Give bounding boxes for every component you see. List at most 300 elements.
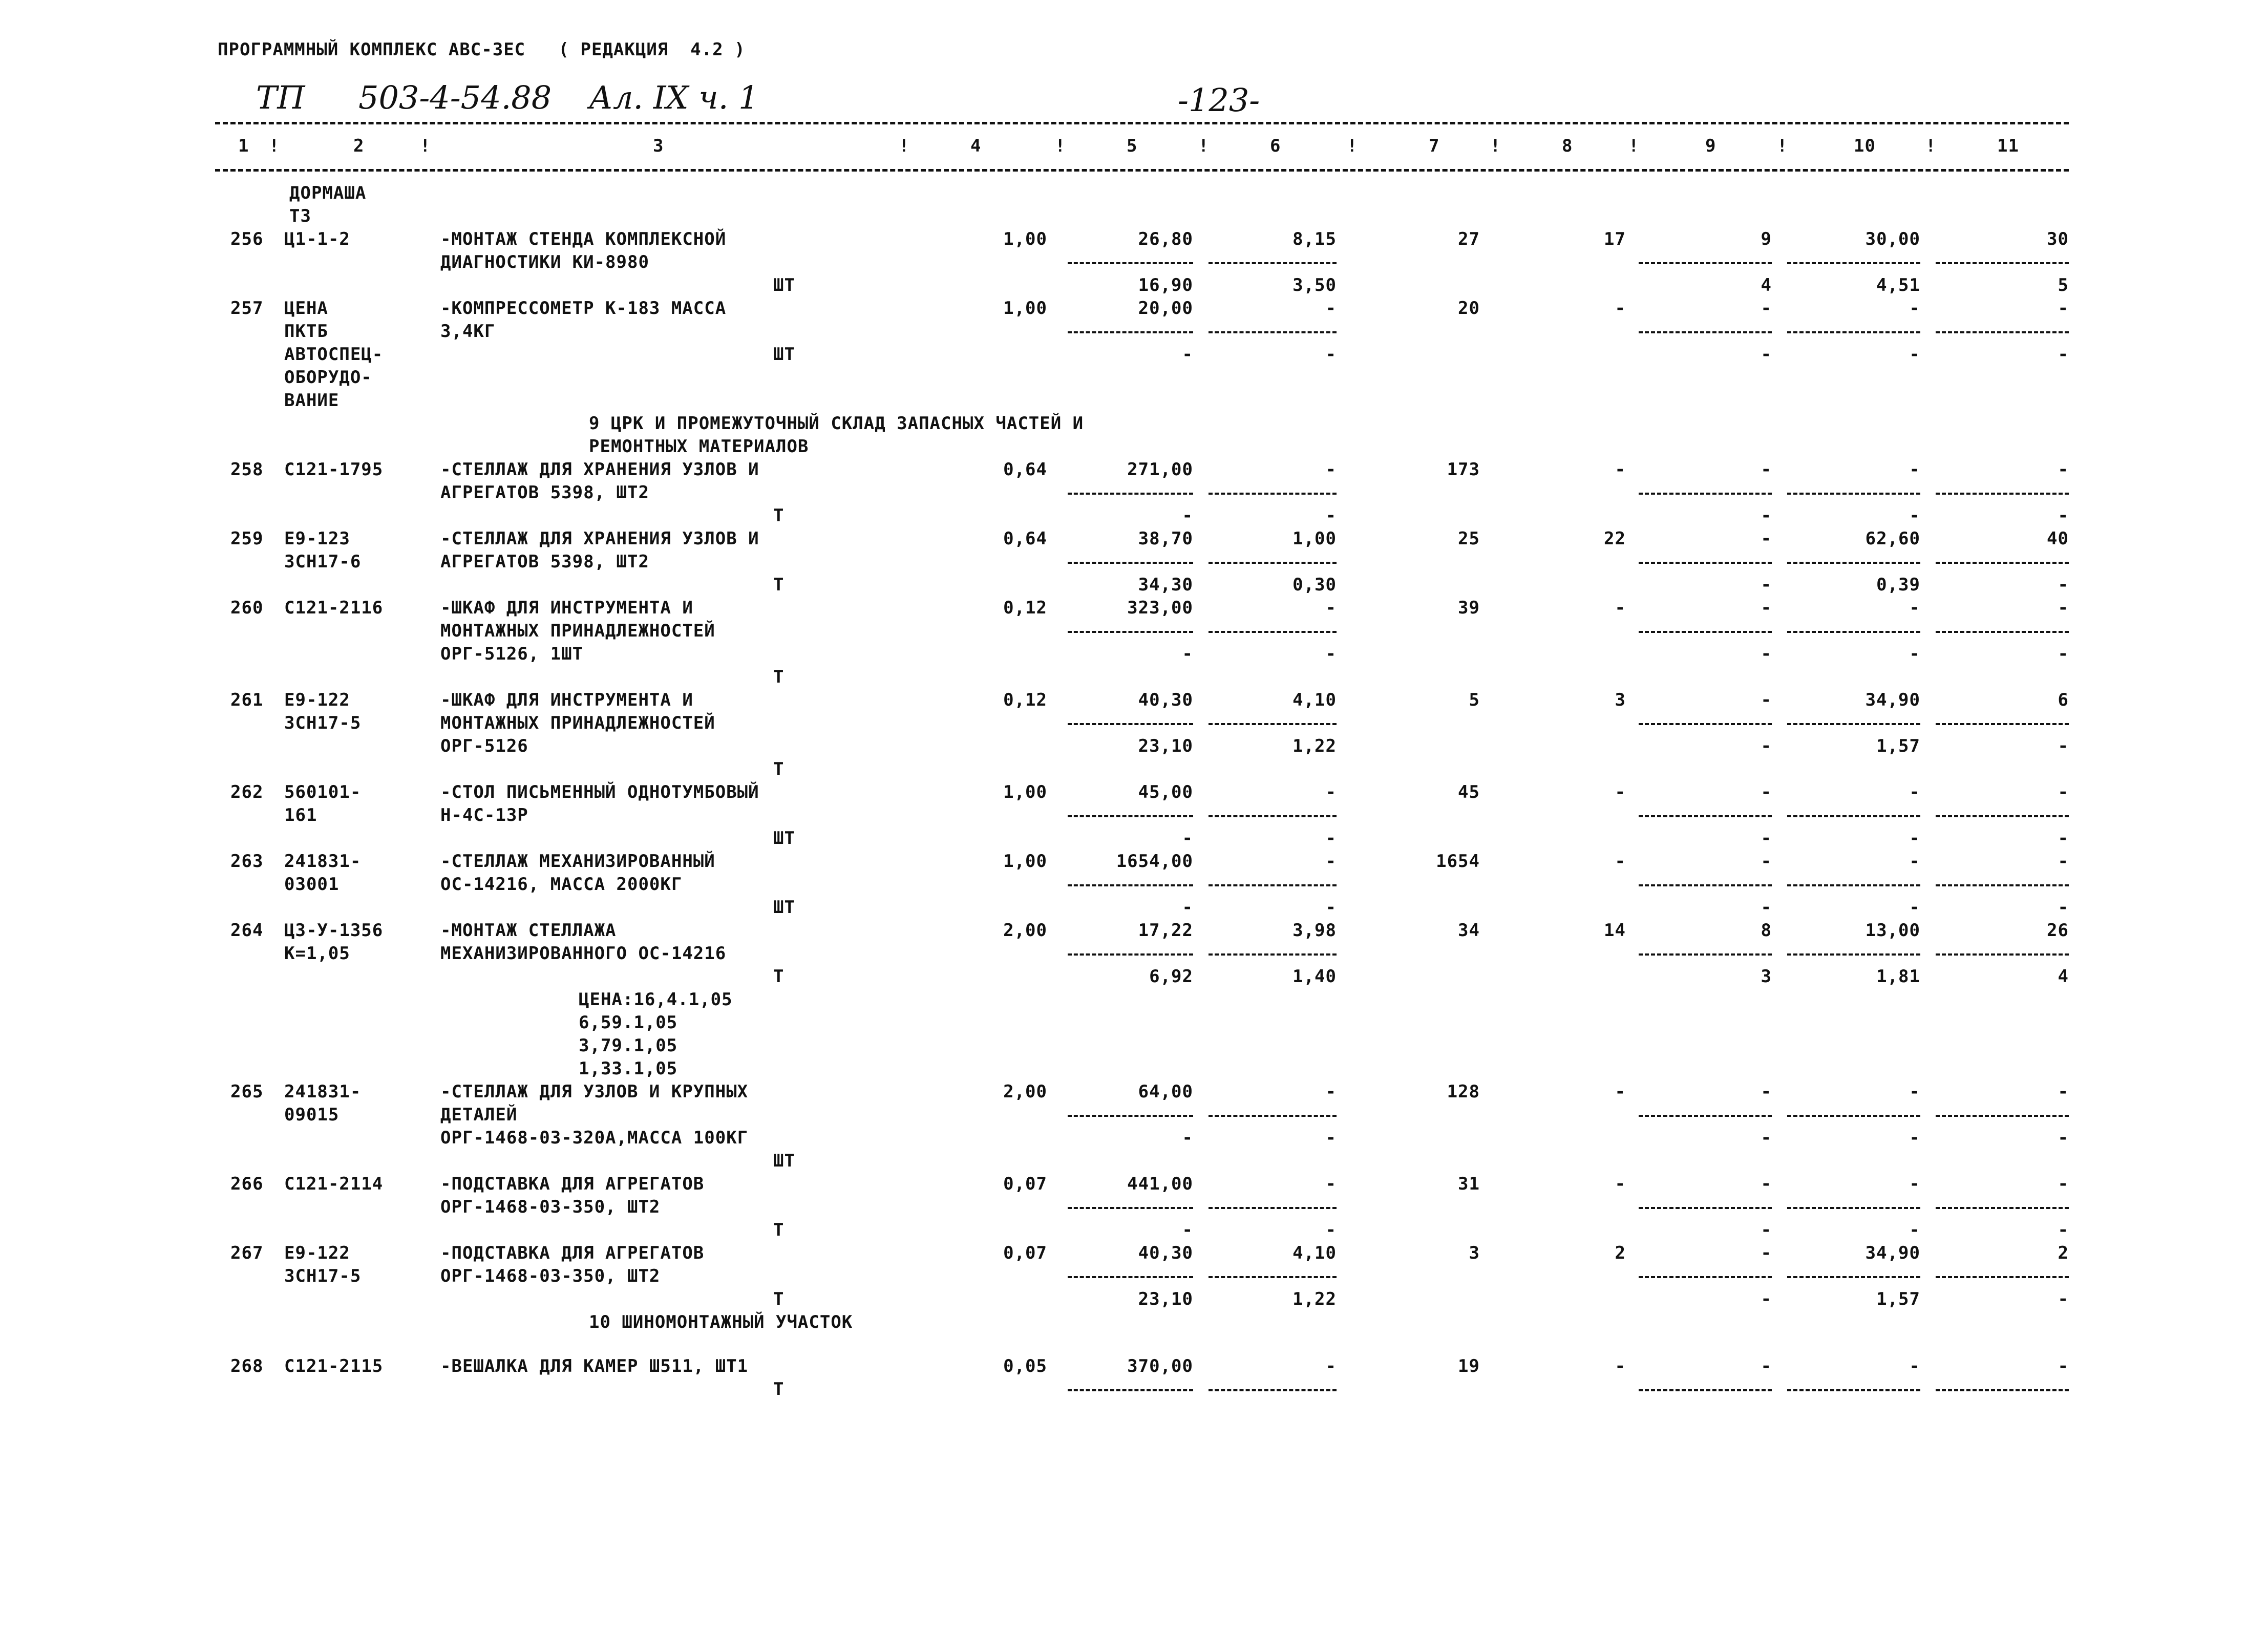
- row-col-9: -: [1761, 528, 1772, 549]
- subtotal-rule: [1936, 1276, 2069, 1278]
- subtotal-rule: [1787, 1276, 1920, 1278]
- row-unit: Т: [773, 1289, 785, 1309]
- row-col-11: -: [2058, 1355, 2069, 1376]
- row-description: -МОНТАЖ СТЕНДА КОМПЛЕКСНОЙ: [440, 229, 727, 249]
- row-col-7: 3: [1469, 1243, 1480, 1263]
- row-col-8: 17: [1604, 229, 1626, 249]
- row-col-9: -: [1761, 344, 1772, 365]
- row-col-9: -: [1761, 1174, 1772, 1194]
- row-description: ОРГ-1468-03-320А,МАССА 100КГ: [440, 1128, 749, 1148]
- row-col-8: 22: [1604, 528, 1626, 549]
- row-col-11: 26: [2047, 920, 2069, 941]
- price-note: ЦЕНА:16,4.1,05: [579, 989, 733, 1010]
- row-col-5: -: [1182, 828, 1193, 849]
- row-col-9: -: [1761, 505, 1772, 526]
- row-col-7: 31: [1458, 1174, 1480, 1194]
- row-col-10: 34,90: [1865, 690, 1920, 710]
- row-col-10: 4,51: [1876, 275, 1920, 295]
- row-col-11: -: [2058, 298, 2069, 319]
- row-col-11: -: [2058, 505, 2069, 526]
- row-col-6: -: [1325, 644, 1337, 664]
- row-col-6: 0,30: [1292, 575, 1337, 595]
- row-col-5: 17,22: [1138, 920, 1193, 941]
- row-description: -СТЕЛЛАЖ МЕХАНИЗИРОВАННЫЙ: [440, 851, 715, 872]
- row-col-8: -: [1615, 851, 1626, 872]
- row-col-9: -: [1761, 736, 1772, 756]
- row-col-8: -: [1615, 459, 1626, 480]
- row-col-11: -: [2058, 644, 2069, 664]
- row-col-10: 62,60: [1865, 528, 1920, 549]
- section-title: 10 ШИНОМОНТАЖНЫЙ УЧАСТОК: [589, 1312, 853, 1332]
- row-col-7: 1654: [1436, 851, 1480, 872]
- row-code: Ц1-1-2: [284, 229, 350, 249]
- row-col-10: -: [1909, 897, 1920, 918]
- subtotal-rule: [1787, 493, 1920, 495]
- column-header-1: 1: [238, 136, 249, 156]
- subtotal-rule: [1936, 331, 2069, 333]
- row-col-5: -: [1182, 897, 1193, 918]
- row-col-6: -: [1325, 598, 1337, 618]
- row-description: МОНТАЖНЫХ ПРИНАДЛЕЖНОСТЕЙ: [440, 713, 715, 733]
- subtotal-rule: [1787, 1115, 1920, 1117]
- row-code: С121-2114: [284, 1174, 384, 1194]
- row-col-5: 23,10: [1138, 736, 1193, 756]
- row-description: -СТЕЛЛАЖ ДЛЯ ХРАНЕНИЯ УЗЛОВ И: [440, 459, 759, 480]
- row-col-6: 1,22: [1292, 1289, 1337, 1309]
- row-col-9: -: [1761, 782, 1772, 802]
- row-col-5: 40,30: [1138, 1243, 1193, 1263]
- subtotal-rule: [1639, 331, 1772, 333]
- row-col-6: -: [1325, 505, 1337, 526]
- row-code: 241831-: [284, 851, 362, 872]
- row-col-5: 370,00: [1127, 1355, 1193, 1376]
- row-description: -СТОЛ ПИСЬМЕННЫЙ ОДНОТУМБОВЫЙ: [440, 782, 759, 802]
- row-code: 09015: [284, 1105, 340, 1125]
- column-header-7: 7: [1429, 136, 1440, 156]
- row-col-6: -: [1325, 344, 1337, 365]
- row-col-9: 9: [1761, 229, 1772, 249]
- row-col-11: -: [2058, 598, 2069, 618]
- row-col-8: -: [1615, 1081, 1626, 1102]
- row-col-6: 1,22: [1292, 736, 1337, 756]
- row-col-10: -: [1909, 828, 1920, 849]
- subtotal-rule: [1639, 493, 1772, 495]
- subtotal-rule: [1639, 262, 1772, 264]
- row-col-11: 30: [2047, 229, 2069, 249]
- subtotal-rule: [1936, 884, 2069, 886]
- row-description: -КОМПРЕССОМЕТР К-183 МАССА: [440, 298, 727, 319]
- row-col-6: -: [1325, 1355, 1337, 1376]
- subtotal-rule: [1787, 815, 1920, 817]
- subtotal-rule: [1936, 1115, 2069, 1117]
- row-col-4: 0,07: [1003, 1174, 1047, 1194]
- subtotal-rule: [1639, 631, 1772, 633]
- section-title: 9 ЦРК И ПРОМЕЖУТОЧНЫЙ СКЛАД ЗАПАСНЫХ ЧАСТЕЙ И: [589, 413, 1084, 434]
- subtotal-rule: [1068, 815, 1193, 817]
- subtotal-rule: [1639, 815, 1772, 817]
- row-description: ОРГ-1468-03-350, ШТ2: [440, 1197, 661, 1217]
- row-col-6: 1,40: [1292, 966, 1337, 987]
- row-col-10: 1,57: [1876, 736, 1920, 756]
- subtotal-rule: [1209, 331, 1337, 333]
- subtotal-rule: [1936, 953, 2069, 956]
- row-col-4: 0,07: [1003, 1243, 1047, 1263]
- subtotal-rule: [1936, 723, 2069, 725]
- row-col-7: 19: [1458, 1355, 1480, 1376]
- subtotal-rule: [1068, 562, 1193, 564]
- row-description: -ШКАФ ДЛЯ ИНСТРУМЕНТА И: [440, 598, 693, 618]
- row-unit: Т: [773, 575, 785, 595]
- column-separator: !: [1055, 136, 1066, 156]
- subtotal-rule: [1787, 953, 1920, 956]
- row-col-7: 25: [1458, 528, 1480, 549]
- subtotal-rule: [1936, 493, 2069, 495]
- row-col-10: -: [1909, 1174, 1920, 1194]
- row-description: 3,4КГ: [440, 321, 496, 342]
- row-col-10: -: [1909, 298, 1920, 319]
- row-col-5: 26,80: [1138, 229, 1193, 249]
- subtotal-rule: [1068, 1276, 1193, 1278]
- row-col-9: -: [1761, 459, 1772, 480]
- row-col-11: -: [2058, 459, 2069, 480]
- row-col-9: -: [1761, 1355, 1772, 1376]
- row-col-8: -: [1615, 1174, 1626, 1194]
- subtotal-rule: [1068, 631, 1193, 633]
- row-col-6: -: [1325, 782, 1337, 802]
- row-number: 256: [230, 229, 264, 249]
- row-col-6: 3,98: [1292, 920, 1337, 941]
- row-col-6: -: [1325, 1220, 1337, 1240]
- row-col-6: -: [1325, 298, 1337, 319]
- row-col-8: -: [1615, 1355, 1626, 1376]
- row-col-11: -: [2058, 1174, 2069, 1194]
- subtotal-rule: [1209, 631, 1337, 633]
- column-separator: !: [1925, 136, 1937, 156]
- subtotal-rule: [1068, 723, 1193, 725]
- row-col-11: 4: [2058, 966, 2069, 987]
- subtotal-rule: [1068, 331, 1193, 333]
- row-col-6: 4,10: [1292, 690, 1337, 710]
- row-number: 261: [230, 690, 264, 710]
- row-col-8: -: [1615, 782, 1626, 802]
- row-description: -ШКАФ ДЛЯ ИНСТРУМЕНТА И: [440, 690, 693, 710]
- row-number: 258: [230, 459, 264, 480]
- row-code: Е9-122: [284, 1243, 350, 1263]
- subtotal-rule: [1787, 884, 1920, 886]
- row-description: ОРГ-1468-03-350, ШТ2: [440, 1266, 661, 1286]
- row-code: ЗСН17-6: [284, 552, 362, 572]
- subtotal-rule: [1787, 331, 1920, 333]
- row-code: ОБОРУДО-: [284, 367, 372, 388]
- page-number: -123-: [1178, 81, 1260, 119]
- row-col-4: 0,64: [1003, 528, 1047, 549]
- row-number: 259: [230, 528, 264, 549]
- row-col-9: -: [1761, 575, 1772, 595]
- row-number: 257: [230, 298, 264, 319]
- row-col-5: -: [1182, 644, 1193, 664]
- subtotal-rule: [1209, 562, 1337, 564]
- row-col-10: 34,90: [1865, 1243, 1920, 1263]
- row-col-10: 30,00: [1865, 229, 1920, 249]
- row-col-9: -: [1761, 1220, 1772, 1240]
- row-col-11: -: [2058, 1128, 2069, 1148]
- row-col-9: 4: [1761, 275, 1772, 295]
- row-col-8: 3: [1615, 690, 1626, 710]
- row-col-10: 1,57: [1876, 1289, 1920, 1309]
- column-header-11: 11: [1997, 136, 2019, 156]
- row-col-5: -: [1182, 344, 1193, 365]
- row-col-7: 173: [1447, 459, 1480, 480]
- row-col-5: 38,70: [1138, 528, 1193, 549]
- row-col-11: 40: [2047, 528, 2069, 549]
- subtotal-rule: [1068, 1389, 1193, 1391]
- row-unit: Т: [773, 759, 785, 779]
- subtotal-rule: [1209, 493, 1337, 495]
- row-code: 03001: [284, 874, 340, 895]
- subtotal-rule: [1936, 631, 2069, 633]
- row-col-6: -: [1325, 828, 1337, 849]
- row-col-4: 1,00: [1003, 851, 1047, 872]
- subtotal-rule: [1936, 815, 2069, 817]
- row-number: 268: [230, 1355, 264, 1376]
- row-col-11: -: [2058, 1220, 2069, 1240]
- subtotal-rule: [1639, 1115, 1772, 1117]
- row-col-5: 16,90: [1138, 275, 1193, 295]
- row-code: ВАНИЕ: [284, 390, 340, 411]
- row-unit: Т: [773, 966, 785, 987]
- row-code: С121-2115: [284, 1355, 384, 1376]
- row-col-10: -: [1909, 344, 1920, 365]
- subtotal-rule: [1068, 493, 1193, 495]
- row-col-9: -: [1761, 598, 1772, 618]
- row-col-4: 2,00: [1003, 1081, 1047, 1102]
- row-unit: Т: [773, 1378, 785, 1399]
- row-code: С121-2116: [284, 598, 384, 618]
- row-col-10: -: [1909, 1220, 1920, 1240]
- subtotal-rule: [1639, 723, 1772, 725]
- subtotal-rule: [1639, 1276, 1772, 1278]
- row-col-6: -: [1325, 897, 1337, 918]
- subtotal-rule: [1209, 723, 1337, 725]
- subtotal-rule: [1787, 631, 1920, 633]
- row-col-8: -: [1615, 298, 1626, 319]
- row-col-6: -: [1325, 851, 1337, 872]
- row-description: -СТЕЛЛАЖ ДЛЯ ХРАНЕНИЯ УЗЛОВ И: [440, 528, 759, 549]
- row-col-11: -: [2058, 782, 2069, 802]
- row-col-5: 45,00: [1138, 782, 1193, 802]
- row-col-6: -: [1325, 1081, 1337, 1102]
- row-code: К=1,05: [284, 943, 350, 964]
- row-col-10: -: [1909, 1355, 1920, 1376]
- row-col-4: 1,00: [1003, 298, 1047, 319]
- subtotal-rule: [1639, 884, 1772, 886]
- row-col-10: 0,39: [1876, 575, 1920, 595]
- row-col-10: -: [1909, 1081, 1920, 1102]
- row-unit: ШТ: [773, 828, 795, 849]
- row-description: -ПОДСТАВКА ДЛЯ АГРЕГАТОВ: [440, 1174, 705, 1194]
- row-col-7: 5: [1469, 690, 1480, 710]
- row-col-7: 34: [1458, 920, 1480, 941]
- column-header-6: 6: [1270, 136, 1281, 156]
- row-col-9: -: [1761, 1081, 1772, 1102]
- price-note: 3,79.1,05: [579, 1035, 678, 1056]
- row-col-4: 1,00: [1003, 229, 1047, 249]
- subtotal-rule: [1936, 1207, 2069, 1209]
- row-col-6: 8,15: [1292, 229, 1337, 249]
- row-number: 260: [230, 598, 264, 618]
- row-col-11: -: [2058, 1289, 2069, 1309]
- column-header-10: 10: [1854, 136, 1876, 156]
- section-title: РЕМОНТНЫХ МАТЕРИАЛОВ: [589, 436, 809, 457]
- row-col-11: 6: [2058, 690, 2069, 710]
- column-header-8: 8: [1562, 136, 1573, 156]
- column-header-5: 5: [1127, 136, 1138, 156]
- column-header-3: 3: [653, 136, 664, 156]
- subtotal-rule: [1209, 1389, 1337, 1391]
- subtotal-rule: [1209, 262, 1337, 264]
- row-col-11: -: [2058, 736, 2069, 756]
- row-col-5: -: [1182, 1220, 1193, 1240]
- row-unit: ШТ: [773, 1151, 795, 1171]
- row-col-5: 23,10: [1138, 1289, 1193, 1309]
- row-code: ПКТБ: [284, 321, 328, 342]
- subtotal-rule: [1209, 953, 1337, 956]
- row-description: -СТЕЛЛАЖ ДЛЯ УЗЛОВ И КРУПНЫХ: [440, 1081, 749, 1102]
- row-col-9: -: [1761, 851, 1772, 872]
- row-col-7: 128: [1447, 1081, 1480, 1102]
- column-separator: !: [1628, 136, 1640, 156]
- row-col-9: -: [1761, 1289, 1772, 1309]
- doc-code: ТП: [256, 79, 305, 116]
- row-description: -ПОДСТАВКА ДЛЯ АГРЕГАТОВ: [440, 1243, 705, 1263]
- row-col-9: -: [1761, 897, 1772, 918]
- row-col-6: -: [1325, 1174, 1337, 1194]
- subtotal-rule: [1936, 562, 2069, 564]
- row-number: 266: [230, 1174, 264, 1194]
- row-col-9: -: [1761, 644, 1772, 664]
- column-header-4: 4: [970, 136, 982, 156]
- subtotal-rule: [1639, 562, 1772, 564]
- row-code: 161: [284, 805, 317, 825]
- row-text: ДОРМАША: [289, 183, 367, 203]
- subtotal-rule: [1639, 953, 1772, 956]
- price-note: 1,33.1,05: [579, 1058, 678, 1079]
- subtotal-rule: [1209, 815, 1337, 817]
- row-col-5: 64,00: [1138, 1081, 1193, 1102]
- header-rule-top: [215, 122, 2069, 124]
- subtotal-rule: [1209, 884, 1337, 886]
- row-col-6: 3,50: [1292, 275, 1337, 295]
- column-separator: !: [1198, 136, 1210, 156]
- row-col-10: -: [1909, 644, 1920, 664]
- row-col-11: 5: [2058, 275, 2069, 295]
- row-col-10: -: [1909, 598, 1920, 618]
- subtotal-rule: [1787, 262, 1920, 264]
- row-col-8: 14: [1604, 920, 1626, 941]
- row-col-10: 13,00: [1865, 920, 1920, 941]
- row-unit: ШТ: [773, 344, 795, 365]
- subtotal-rule: [1068, 1207, 1193, 1209]
- row-col-7: 27: [1458, 229, 1480, 249]
- row-col-10: 1,81: [1876, 966, 1920, 987]
- column-separator: !: [269, 136, 280, 156]
- row-col-11: 2: [2058, 1243, 2069, 1263]
- row-col-5: 271,00: [1127, 459, 1193, 480]
- subtotal-rule: [1068, 953, 1193, 956]
- row-col-7: 20: [1458, 298, 1480, 319]
- row-code: Е9-123: [284, 528, 350, 549]
- row-col-5: -: [1182, 1128, 1193, 1148]
- row-description: ДИАГНОСТИКИ КИ-8980: [440, 252, 649, 272]
- subtotal-rule: [1936, 1389, 2069, 1391]
- row-unit: ШТ: [773, 897, 795, 918]
- column-header-9: 9: [1705, 136, 1716, 156]
- row-col-11: -: [2058, 1081, 2069, 1102]
- row-col-4: 2,00: [1003, 920, 1047, 941]
- row-unit: ШТ: [773, 275, 795, 295]
- row-code: 241831-: [284, 1081, 362, 1102]
- row-description: ОРГ-5126, 1ШТ: [440, 644, 584, 664]
- subtotal-rule: [1209, 1207, 1337, 1209]
- subtotal-rule: [1787, 1389, 1920, 1391]
- subtotal-rule: [1787, 1207, 1920, 1209]
- row-col-5: -: [1182, 505, 1193, 526]
- row-unit: Т: [773, 667, 785, 687]
- row-unit: Т: [773, 1220, 785, 1240]
- row-col-6: -: [1325, 459, 1337, 480]
- row-number: 264: [230, 920, 264, 941]
- subtotal-rule: [1068, 884, 1193, 886]
- row-description: МЕХАНИЗИРОВАННОГО ОС-14216: [440, 943, 727, 964]
- row-col-9: -: [1761, 690, 1772, 710]
- header-rule-bottom: [215, 169, 2069, 172]
- row-col-9: -: [1761, 1128, 1772, 1148]
- row-col-5: 323,00: [1127, 598, 1193, 618]
- row-col-4: 0,64: [1003, 459, 1047, 480]
- row-col-9: 3: [1761, 966, 1772, 987]
- row-col-7: 39: [1458, 598, 1480, 618]
- row-col-5: 34,30: [1138, 575, 1193, 595]
- row-col-6: 1,00: [1292, 528, 1337, 549]
- subtotal-rule: [1787, 562, 1920, 564]
- row-number: 262: [230, 782, 264, 802]
- row-col-9: -: [1761, 1243, 1772, 1263]
- row-description: АГРЕГАТОВ 5398, ШТ2: [440, 482, 649, 503]
- column-separator: !: [1777, 136, 1788, 156]
- column-separator: !: [899, 136, 910, 156]
- row-col-9: -: [1761, 828, 1772, 849]
- row-number: 265: [230, 1081, 264, 1102]
- program-line: ПРОГРАММНЫЙ КОМПЛЕКС АВС-ЗЕС ( РЕДАКЦИЯ 4.2 ): [218, 39, 746, 60]
- row-col-5: 40,30: [1138, 690, 1193, 710]
- subtotal-rule: [1068, 262, 1193, 264]
- row-code: ЗСН17-5: [284, 713, 362, 733]
- row-text: ТЗ: [289, 206, 311, 226]
- row-col-6: 4,10: [1292, 1243, 1337, 1263]
- row-description: ОРГ-5126: [440, 736, 528, 756]
- column-separator: !: [1490, 136, 1501, 156]
- subtotal-rule: [1936, 262, 2069, 264]
- row-code: С121-1795: [284, 459, 384, 480]
- row-col-4: 0,12: [1003, 690, 1047, 710]
- row-code: АВТОСПЕЦ-: [284, 344, 384, 365]
- subtotal-rule: [1068, 1115, 1193, 1117]
- row-col-10: -: [1909, 851, 1920, 872]
- row-description: Н-4С-13Р: [440, 805, 528, 825]
- row-number: 267: [230, 1243, 264, 1263]
- row-col-11: -: [2058, 575, 2069, 595]
- column-separator: !: [1347, 136, 1358, 156]
